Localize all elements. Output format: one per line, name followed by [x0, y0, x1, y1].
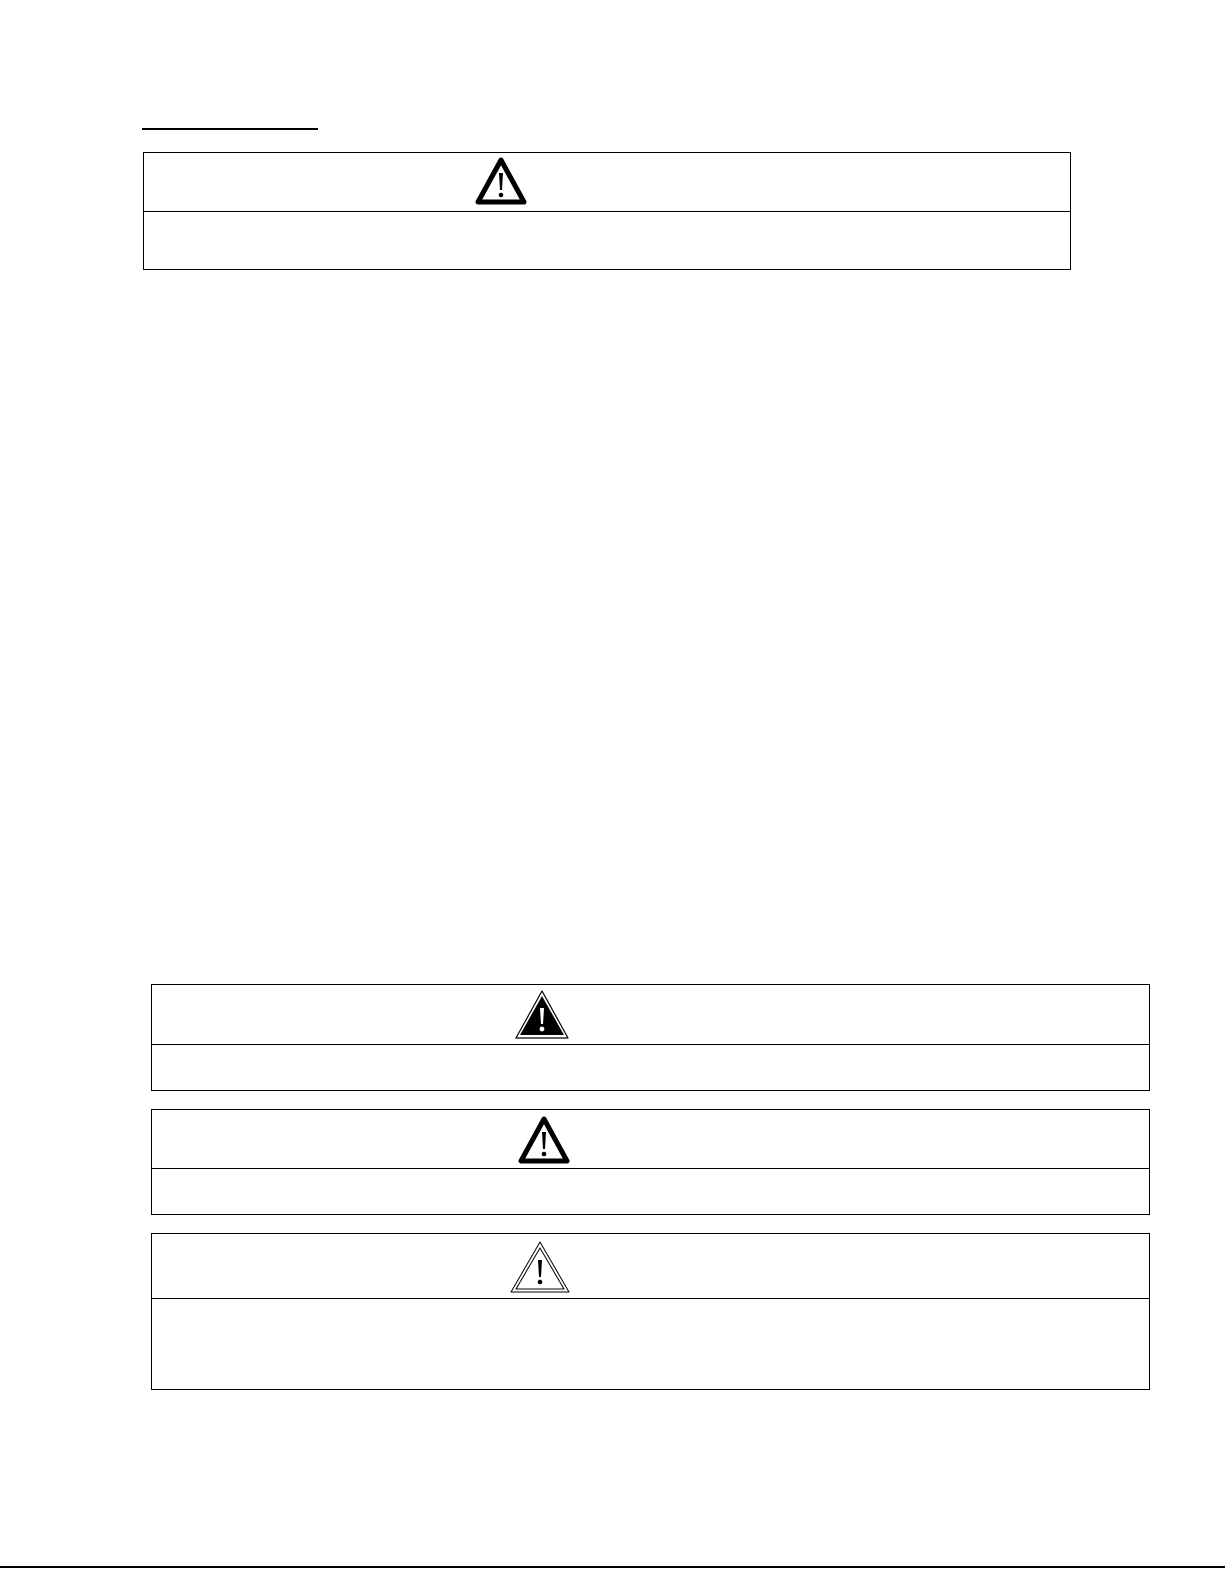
- footer-divider: [0, 1566, 1225, 1568]
- caution-notice-box: [151, 1233, 1150, 1390]
- warning-notice-box: [143, 152, 1071, 270]
- notice-header: [152, 1234, 1149, 1299]
- warning-triangle-icon: [474, 156, 528, 206]
- danger-triangle-icon: [514, 989, 570, 1041]
- warning-notice-box: [151, 1109, 1150, 1215]
- notice-body: [144, 212, 1070, 224]
- notice-header: [144, 153, 1070, 212]
- caution-triangle-icon: [509, 1240, 571, 1294]
- notice-header: [152, 985, 1149, 1045]
- notice-header: [152, 1110, 1149, 1169]
- danger-notice-box: [151, 984, 1150, 1091]
- warning-triangle-icon: [517, 1115, 571, 1165]
- notice-body: [152, 1169, 1149, 1181]
- notice-body: [152, 1045, 1149, 1057]
- notice-body: [152, 1299, 1149, 1311]
- heading-underline: [142, 128, 318, 130]
